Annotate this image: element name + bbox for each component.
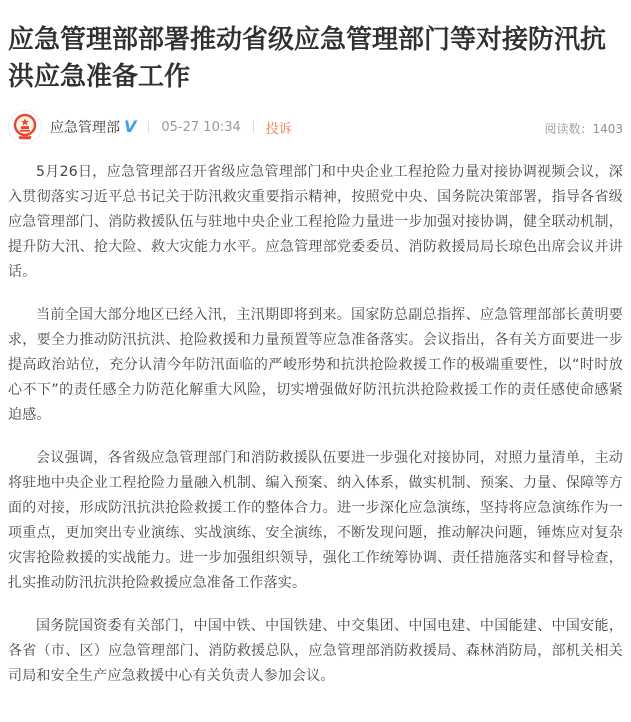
article-paragraph-2: 当前全国大部分地区已经入汛，主汛期即将到来。国家防总副总指挥、应急管理部部长黄明要求，要全力推动防汛抗洪、抢险救援和力量预置等应急准备落实。会议指出，各有关方面要进一步提高政治站位，充分认清今年防汛面临的严峻形势和抗洪抢险救援工作的极端重要性，以“时时放心不下”的责任感全力防范化解重大风险，切实增强做好防汛抗洪抢险救援工作的责任感使命感紧迫感。	[8, 307, 623, 423]
report-link[interactable]: 投诉	[265, 121, 292, 137]
page-title: 应急管理部部署推动省级应急管理部门等对接防汛抗洪应急准备工作	[8, 25, 607, 92]
article-meta-bar	[8, 110, 623, 144]
article-body	[8, 160, 623, 689]
article-paragraph-1: 5月26日，应急管理部召开省级应急管理部门和中央企业工程抢险力量对接协调视频会议，深入贯彻落实习近平总书记关于防汛救灾重要指示精神，按照党中央、国务院决策部署，指导各省级应急管理部门、消防救援队伍与驻地中央企业工程抢险力量进一步加强对接协调，健全联动机制，提升防大汛、抢大险、救大灾能力水平。应急管理部党委委员、消防救援局局长琼色出席会议并讲话。	[8, 164, 623, 280]
article-paragraph-3: 会议强调，各省级应急管理部门和消防救援队伍要进一步强化对接协同，对照力量清单，主动将驻地中央企业工程抢险力量融入机制、编入预案、纳入体系，做实机制、预案、力量、保障等方面的对接，形成防汛抗洪抢险救援工作的整体合力。进一步深化应急演练，坚持将应急演练作为一项重点，更加突出专业演练、实战演练、安全演练，不断发现问题，推动解决问题，锤炼应对复杂灾害抢险救援的实战能力。进一步加强组织领导，强化工作统筹协调、责任措施落实和督导检查，扎实推动防汛抗洪抢险救援应急准备工作落实。	[8, 450, 623, 591]
author-info	[8, 110, 292, 144]
verified-v-icon: V	[124, 117, 137, 136]
timestamp: 05-27 10:34	[161, 119, 241, 135]
author-name[interactable]: 应急管理部	[50, 120, 120, 136]
china-national-emblem-icon	[8, 110, 42, 144]
read-count: 阅读数：1403	[544, 121, 623, 136]
divider	[253, 121, 254, 133]
read-count-area	[544, 118, 623, 137]
article-paragraph-4: 国务院国资委有关部门，中国中铁、中国铁建、中交集团、中国电建、中国能建、中国安能，各省（市、区）应急管理部门、消防救援总队，应急管理部消防救援局、森林消防局，部机关相关司局和安全生产应急救援中心有关负责人参加会议。	[8, 618, 623, 684]
article-page	[0, 22, 631, 689]
author-avatar[interactable]	[8, 110, 42, 144]
divider	[148, 121, 149, 133]
